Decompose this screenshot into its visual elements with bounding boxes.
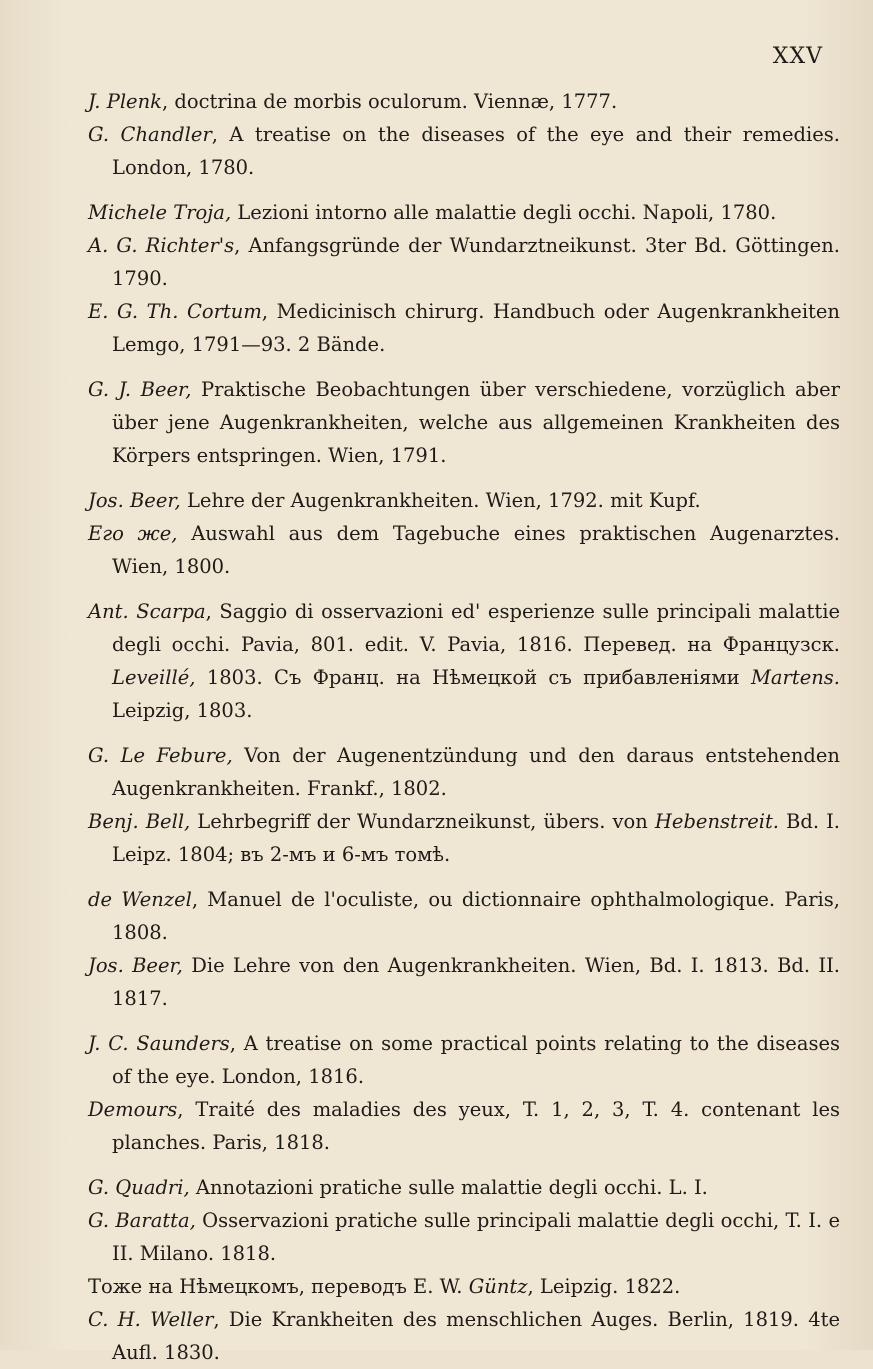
bibliography-entry (88, 517, 840, 583)
entry-author: J. C. Saunders (88, 1032, 230, 1055)
entry-text: , Leipzig. 1822. (527, 1275, 681, 1298)
entry-author: Jos. Beer, (88, 954, 183, 977)
entry-italic-name: Martens. (750, 666, 840, 689)
entry-text: Bd. I. Leipz. 1804; въ 2-мъ и 6-мъ томѣ. (112, 810, 840, 866)
entry-text: , A treatise on some practical points relating to the diseases of the eye. London, 1816. (112, 1032, 840, 1088)
bibliography-entry (88, 85, 840, 118)
entry-author: de Wenzel (88, 888, 192, 911)
bibliography-entry (88, 595, 840, 727)
entry-author: G. Chandler (88, 123, 212, 146)
bibliography-entry (88, 295, 840, 361)
entry-text: 1803. Съ Франц. на Нѣмецкой съ прибавленіями (195, 666, 751, 689)
entry-text: Von der Augenentzündung und den daraus entstehenden Augenkrankheiten. Frankf., 1802. (112, 744, 840, 800)
entry-text: , Traité des maladies des yeux, T. 1, 2, 3, T. 4. contenant les planches. Paris, 1818. (112, 1098, 840, 1154)
entry-text: Leipzig, 1803. (112, 699, 253, 722)
entry-italic-name: Leveillé, (112, 666, 196, 689)
entry-italic-name: Hebenstreit. (654, 810, 780, 833)
entry-text: , Medicinisch chirurg. Handbuch oder Augenkrankheiten Lemgo, 1791—93. 2 Bände. (112, 300, 840, 356)
entry-author: E. G. Th. Cortum (88, 300, 262, 323)
entry-author: Michele Troja, (88, 201, 232, 224)
entry-author: G. J. Beer, (88, 378, 192, 401)
entry-text: , Die Krankheiten des menschlichen Auges. Berlin, 1819. 4te Aufl. 1830. (112, 1308, 840, 1364)
bibliography-entry (88, 883, 840, 949)
entry-text: Тоже на Нѣмецкомъ, переводъ E. W. (88, 1275, 469, 1298)
bibliography-entry (88, 1303, 840, 1369)
bibliography-entry (88, 1027, 840, 1093)
entry-text: , Anfangsgründe der Wundarztneikunst. 3ter Bd. Göttingen. 1790. (112, 234, 840, 290)
entry-author: J. Plenk (88, 90, 162, 113)
entry-text: , Saggio di osservazioni ed' esperienze sulle principali malattie degli occhi. Pavia, 801. edit. V. Pavia, 1816. Перевед. на Французск. (112, 600, 840, 656)
entry-author: Jos. Beer, (88, 489, 181, 512)
entry-text: Lezioni intorno alle malattie degli occhi. Napoli, 1780. (231, 201, 777, 224)
entry-author: G. Le Febure, (88, 744, 233, 767)
entry-text: Die Lehre von den Augenkrankheiten. Wien, Bd. I. 1813. Bd. II. 1817. (112, 954, 840, 1010)
bibliography-list (88, 85, 840, 1369)
entry-author: A. G. Richter's (88, 234, 235, 257)
entry-text: Praktische Beobachtungen über verschiedene, vorzüglich aber über jene Augenkrankheiten, welche aus allgemeinen Krankheiten des Körpers entspringen. Wien, 1791. (112, 378, 840, 467)
bibliography-entry (88, 484, 840, 517)
bibliography-entry (88, 805, 840, 871)
bibliography-entry (88, 118, 840, 184)
entry-author: Его же, (88, 522, 178, 545)
entry-text: Lehre der Augenkrankheiten. Wien, 1792. mit Kupf. (180, 489, 701, 512)
bibliography-entry (88, 949, 840, 1015)
entry-text: , Manuel de l'oculiste, ou dictionnaire ophthalmologique. Paris, 1808. (112, 888, 840, 944)
bibliography-entry (88, 1270, 840, 1303)
bibliography-entry (88, 373, 840, 472)
entry-author: Benj. Bell, (88, 810, 191, 833)
bibliography-entry (88, 1093, 840, 1159)
entry-text: , doctrina de morbis oculorum. Viennæ, 1777. (161, 90, 618, 113)
entry-text: , A treatise on the diseases of the eye and their remedies. London, 1780. (112, 123, 840, 179)
bibliography-entry (88, 229, 840, 295)
entry-text: Annotazioni pratiche sulle malattie degli occhi. L. I. (189, 1176, 708, 1199)
entry-text: Auswahl aus dem Tagebuche eines praktischen Augenarztes. Wien, 1800. (112, 522, 841, 578)
entry-text: Lehrbegriff der Wundarzneikunst, übers. von (190, 810, 655, 833)
bibliography-entry (88, 1204, 840, 1270)
entry-text: Osservazioni pratiche sulle principali malattie degli occhi, T. I. e II. Milano. 1818. (112, 1209, 840, 1265)
entry-author: Ant. Scarpa (88, 600, 206, 623)
entry-italic-name: Güntz (468, 1275, 528, 1298)
entry-author: G. Baratta, (88, 1209, 196, 1232)
page-number: XXV (772, 44, 823, 69)
entry-author: C. H. Weller (88, 1308, 214, 1331)
entry-author: Demours (88, 1098, 178, 1121)
bibliography-entry (88, 739, 840, 805)
bibliography-entry (88, 196, 840, 229)
entry-author: G. Quadri, (88, 1176, 190, 1199)
bibliography-entry (88, 1171, 840, 1204)
